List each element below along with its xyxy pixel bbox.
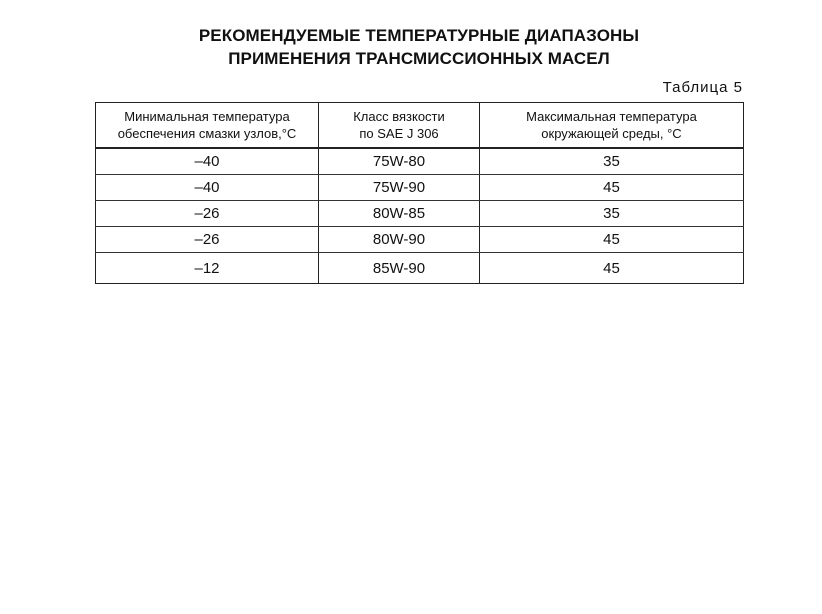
header-min-temperature-line-1: Минимальная температура xyxy=(124,109,290,124)
cell-min-temperature: –12 xyxy=(96,253,319,284)
cell-min-temperature: –26 xyxy=(96,201,319,227)
cell-viscosity-class: 75W-90 xyxy=(319,175,480,201)
cell-max-temperature: 35 xyxy=(480,148,744,175)
table-row xyxy=(96,148,744,175)
cell-max-temperature: 45 xyxy=(480,175,744,201)
header-min-temperature-line-2: обеспечения смазки узлов,°С xyxy=(117,126,297,141)
table-header-row xyxy=(96,103,744,149)
header-min-temperature xyxy=(96,103,319,149)
cell-max-temperature: 35 xyxy=(480,201,744,227)
table-row xyxy=(96,201,744,227)
table-row xyxy=(96,227,744,253)
header-max-temperature-line-1: Максимальная температура xyxy=(526,109,697,124)
cell-min-temperature: –40 xyxy=(96,175,319,201)
cell-viscosity-class: 80W-85 xyxy=(319,201,480,227)
cell-viscosity-class: 85W-90 xyxy=(319,253,480,284)
cell-viscosity-class: 80W-90 xyxy=(319,227,480,253)
title-line-1: РЕКОМЕНДУЕМЫЕ ТЕМПЕРАТУРНЫЕ ДИАПАЗОНЫ xyxy=(198,26,640,45)
cell-max-temperature: 45 xyxy=(480,253,744,284)
cell-viscosity-class: 75W-80 xyxy=(319,148,480,175)
table-row xyxy=(96,175,744,201)
header-max-temperature-line-2: окружающей среды, °С xyxy=(541,126,682,141)
document-title xyxy=(0,24,822,70)
cell-min-temperature: –26 xyxy=(96,227,319,253)
table-row xyxy=(96,253,744,284)
cell-min-temperature: –40 xyxy=(96,148,319,175)
table-caption: Таблица 5 xyxy=(662,79,743,96)
cell-max-temperature: 45 xyxy=(480,227,744,253)
header-viscosity-class xyxy=(319,103,480,149)
title-line-2: ПРИМЕНЕНИЯ ТРАНСМИССИОННЫХ МАСЕЛ xyxy=(228,49,610,68)
header-max-temperature xyxy=(480,103,744,149)
oil-temperature-table xyxy=(95,102,744,284)
header-viscosity-class-line-2: по SAE J 306 xyxy=(359,126,439,141)
header-viscosity-class-line-1: Класс вязкости xyxy=(353,109,445,124)
